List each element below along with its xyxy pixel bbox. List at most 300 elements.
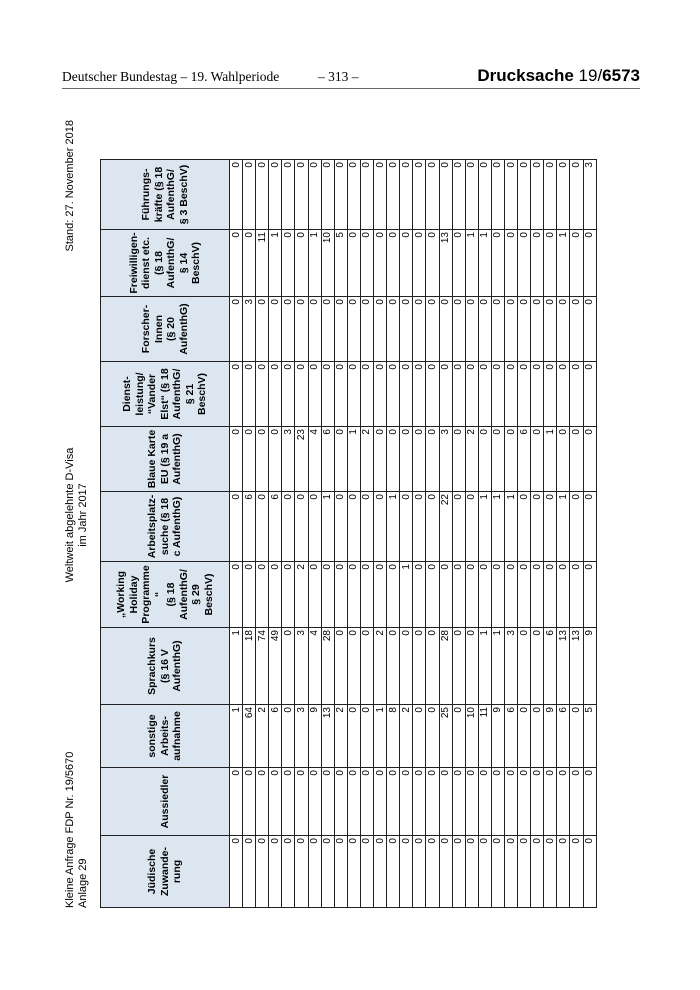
table-title bbox=[64, 400, 90, 630]
table-cell: 4 bbox=[308, 628, 321, 705]
table-row bbox=[360, 160, 373, 908]
table-cell: 1 bbox=[465, 230, 478, 297]
table-cell: 0 bbox=[400, 297, 413, 362]
column-header: Forscher- Innen (§ 20 AufenthG) bbox=[101, 297, 230, 362]
table-cell: 5 bbox=[334, 230, 347, 297]
table-cell: 9 bbox=[583, 628, 596, 705]
table-cell: 3 bbox=[295, 628, 308, 705]
table-cell: 0 bbox=[308, 362, 321, 427]
table-cell: 1 bbox=[269, 230, 282, 297]
table-cell: 0 bbox=[452, 836, 465, 908]
table-cell: 6 bbox=[269, 492, 282, 562]
table-cell: 1 bbox=[478, 628, 491, 705]
document-prefix: 19/ bbox=[578, 66, 603, 85]
table-cell: 0 bbox=[504, 362, 517, 427]
table-cell: 0 bbox=[269, 836, 282, 908]
table-cell: 0 bbox=[491, 160, 504, 230]
table-cell: 0 bbox=[478, 768, 491, 836]
table-cell: 0 bbox=[269, 160, 282, 230]
table-cell: 0 bbox=[360, 230, 373, 297]
table-cell: 0 bbox=[452, 562, 465, 628]
table-cell: 6 bbox=[544, 628, 557, 705]
page-header bbox=[62, 64, 640, 89]
table-cell: 0 bbox=[531, 362, 544, 427]
table-cell: 0 bbox=[413, 628, 426, 705]
table-cell: 3 bbox=[282, 427, 295, 492]
table-cell: 0 bbox=[544, 160, 557, 230]
table-cell: 3 bbox=[295, 705, 308, 768]
table-cell: 0 bbox=[518, 836, 531, 908]
table-cell: 0 bbox=[439, 836, 452, 908]
table-cell: 0 bbox=[269, 362, 282, 427]
table-cell: 2 bbox=[334, 705, 347, 768]
table-cell: 0 bbox=[269, 562, 282, 628]
table-cell: 3 bbox=[243, 297, 256, 362]
table-cell: 0 bbox=[570, 492, 583, 562]
table-cell: 0 bbox=[491, 427, 504, 492]
inquiry-reference bbox=[64, 752, 90, 908]
table-cell: 0 bbox=[557, 160, 570, 230]
table-cell: 0 bbox=[295, 297, 308, 362]
column-header: Dienst- leistung/ “Vander Elst“ (§ 18 AufenthG/ § 21 BeschV) bbox=[101, 362, 230, 427]
table-cell: 0 bbox=[374, 562, 387, 628]
table-cell: 13 bbox=[439, 230, 452, 297]
table-cell: 0 bbox=[544, 768, 557, 836]
table-cell: 0 bbox=[243, 562, 256, 628]
table-cell: 0 bbox=[269, 297, 282, 362]
table-cell: 1 bbox=[478, 492, 491, 562]
parliament-title: Deutscher Bundestag – 19. Wahlperiode bbox=[62, 69, 280, 84]
table-cell: 0 bbox=[400, 362, 413, 427]
table-cell: 13 bbox=[557, 628, 570, 705]
table-row bbox=[465, 160, 478, 908]
table-cell: 2 bbox=[465, 427, 478, 492]
table-cell: 1 bbox=[491, 492, 504, 562]
table-cell: 10 bbox=[465, 705, 478, 768]
table-cell: 0 bbox=[230, 768, 243, 836]
table-cell: 74 bbox=[256, 628, 269, 705]
table-cell: 6 bbox=[557, 705, 570, 768]
table-cell: 1 bbox=[308, 230, 321, 297]
table-cell: 0 bbox=[413, 362, 426, 427]
table-cell: 0 bbox=[413, 297, 426, 362]
table-row bbox=[321, 160, 334, 908]
table-cell: 0 bbox=[570, 362, 583, 427]
table-cell: 0 bbox=[230, 562, 243, 628]
table-cell: 0 bbox=[243, 427, 256, 492]
table-cell: 0 bbox=[334, 562, 347, 628]
table-cell: 0 bbox=[426, 160, 439, 230]
table-cell: 0 bbox=[347, 297, 360, 362]
table-cell: 1 bbox=[230, 628, 243, 705]
table-cell: 0 bbox=[544, 230, 557, 297]
table-cell: 6 bbox=[321, 427, 334, 492]
table-cell: 1 bbox=[321, 492, 334, 562]
table-cell: 3 bbox=[583, 160, 596, 230]
table-cell: 0 bbox=[413, 705, 426, 768]
table-cell: 9 bbox=[544, 705, 557, 768]
table-cell: 0 bbox=[426, 492, 439, 562]
table-cell: 0 bbox=[465, 628, 478, 705]
table-cell: 0 bbox=[426, 768, 439, 836]
column-header: Arbeitsplatz- suche (§ 18 c AufenthG) bbox=[101, 492, 230, 562]
table-cell: 0 bbox=[360, 562, 373, 628]
table-cell: 0 bbox=[321, 836, 334, 908]
table-cell: 0 bbox=[295, 160, 308, 230]
table-cell: 0 bbox=[557, 562, 570, 628]
table-cell: 0 bbox=[230, 836, 243, 908]
table-cell: 0 bbox=[295, 836, 308, 908]
table-cell: 1 bbox=[387, 492, 400, 562]
table-cell: 0 bbox=[347, 705, 360, 768]
table-cell: 1 bbox=[400, 562, 413, 628]
table-cell: 0 bbox=[308, 768, 321, 836]
table-cell: 2 bbox=[400, 705, 413, 768]
table-cell: 0 bbox=[256, 297, 269, 362]
table-cell: 0 bbox=[544, 492, 557, 562]
table-cell: 0 bbox=[347, 836, 360, 908]
table-cell: 0 bbox=[360, 492, 373, 562]
table-cell: 0 bbox=[256, 160, 269, 230]
table-cell: 0 bbox=[269, 768, 282, 836]
table-cell: 6 bbox=[269, 705, 282, 768]
table-cell: 2 bbox=[295, 562, 308, 628]
table-row bbox=[452, 160, 465, 908]
table-cell: 0 bbox=[452, 628, 465, 705]
table-header-row bbox=[101, 160, 230, 908]
table-cell: 0 bbox=[230, 297, 243, 362]
table-cell: 0 bbox=[491, 297, 504, 362]
table-cell: 9 bbox=[491, 705, 504, 768]
table-cell: 0 bbox=[518, 362, 531, 427]
table-cell: 0 bbox=[334, 768, 347, 836]
table-cell: 0 bbox=[439, 362, 452, 427]
table-cell: 0 bbox=[465, 492, 478, 562]
table-cell: 0 bbox=[321, 362, 334, 427]
table-row bbox=[230, 160, 243, 908]
document-number bbox=[477, 66, 640, 86]
table-cell: 1 bbox=[504, 492, 517, 562]
table-cell: 0 bbox=[308, 160, 321, 230]
table-cell: 64 bbox=[243, 705, 256, 768]
table-cell: 6 bbox=[243, 492, 256, 562]
table-cell: 0 bbox=[413, 836, 426, 908]
table-cell: 0 bbox=[478, 160, 491, 230]
table-cell: 0 bbox=[439, 160, 452, 230]
table-cell: 0 bbox=[570, 297, 583, 362]
table-cell: 0 bbox=[570, 836, 583, 908]
table-cell: 0 bbox=[334, 160, 347, 230]
table-cell: 5 bbox=[583, 705, 596, 768]
table-row bbox=[426, 160, 439, 908]
table-cell: 0 bbox=[256, 562, 269, 628]
table-cell: 0 bbox=[557, 297, 570, 362]
table-cell: 0 bbox=[426, 628, 439, 705]
table-cell: 0 bbox=[387, 836, 400, 908]
table-cell: 0 bbox=[518, 297, 531, 362]
table-row bbox=[518, 160, 531, 908]
table-cell: 0 bbox=[374, 297, 387, 362]
table-cell: 1 bbox=[557, 492, 570, 562]
table-cell: 0 bbox=[347, 362, 360, 427]
table-cell: 0 bbox=[282, 362, 295, 427]
table-cell: 0 bbox=[583, 427, 596, 492]
table-row bbox=[413, 160, 426, 908]
table-cell: 0 bbox=[400, 160, 413, 230]
table-cell: 0 bbox=[531, 297, 544, 362]
table-cell: 11 bbox=[478, 705, 491, 768]
table-cell: 0 bbox=[531, 836, 544, 908]
table-cell: 0 bbox=[334, 836, 347, 908]
table-cell: 23 bbox=[295, 427, 308, 492]
table-cell: 0 bbox=[347, 562, 360, 628]
table-cell: 0 bbox=[531, 427, 544, 492]
column-header: Freiwilligen- dienst etc. (§ 18 AufenthG/ § 14 BeschV) bbox=[101, 230, 230, 297]
table-cell: 0 bbox=[570, 230, 583, 297]
table-cell: 0 bbox=[518, 628, 531, 705]
table-row bbox=[583, 160, 596, 908]
table-cell: 0 bbox=[413, 160, 426, 230]
table-cell: 0 bbox=[282, 628, 295, 705]
table-cell: 2 bbox=[256, 705, 269, 768]
table-cell: 0 bbox=[256, 836, 269, 908]
table-cell: 0 bbox=[243, 160, 256, 230]
table-cell: 0 bbox=[374, 768, 387, 836]
table-cell: 4 bbox=[308, 427, 321, 492]
table-cell: 0 bbox=[491, 562, 504, 628]
column-header: Sprachkurs (§ 16 V AufenthG) bbox=[101, 628, 230, 705]
table-cell: 0 bbox=[531, 492, 544, 562]
table-cell: 0 bbox=[282, 836, 295, 908]
table-cell: 0 bbox=[334, 297, 347, 362]
table-cell: 0 bbox=[308, 492, 321, 562]
table-cell: 0 bbox=[387, 230, 400, 297]
table-cell: 6 bbox=[518, 427, 531, 492]
table-cell: 0 bbox=[583, 297, 596, 362]
table-cell: 0 bbox=[374, 492, 387, 562]
table-cell: 0 bbox=[557, 768, 570, 836]
table-cell: 1 bbox=[347, 427, 360, 492]
table-cell: 0 bbox=[544, 297, 557, 362]
table-title-line1: Weltweit abgelehnte D-Visa bbox=[64, 447, 76, 583]
table-cell: 0 bbox=[269, 427, 282, 492]
table-cell: 0 bbox=[360, 628, 373, 705]
table-cell: 0 bbox=[374, 427, 387, 492]
table-cell: 1 bbox=[557, 230, 570, 297]
table-cell: 0 bbox=[230, 230, 243, 297]
table-title-line2: im Jahr 2017 bbox=[77, 483, 89, 547]
table-cell: 0 bbox=[504, 836, 517, 908]
table-cell: 0 bbox=[256, 362, 269, 427]
table-cell: 0 bbox=[360, 705, 373, 768]
table-cell: 0 bbox=[387, 628, 400, 705]
table-cell: 0 bbox=[531, 705, 544, 768]
table-cell: 0 bbox=[518, 768, 531, 836]
table-cell: 0 bbox=[570, 768, 583, 836]
table-cell: 0 bbox=[387, 562, 400, 628]
table-cell: 0 bbox=[518, 492, 531, 562]
table-row bbox=[544, 160, 557, 908]
table-cell: 1 bbox=[374, 705, 387, 768]
table-cell: 1 bbox=[478, 230, 491, 297]
table-cell: 0 bbox=[400, 492, 413, 562]
table-cell: 49 bbox=[269, 628, 282, 705]
table-cell: 0 bbox=[334, 492, 347, 562]
table-cell: 0 bbox=[321, 562, 334, 628]
table-cell: 0 bbox=[439, 562, 452, 628]
table-row bbox=[282, 160, 295, 908]
table-cell: 0 bbox=[465, 297, 478, 362]
table-cell: 0 bbox=[334, 628, 347, 705]
table-cell: 0 bbox=[504, 768, 517, 836]
table-cell: 0 bbox=[583, 492, 596, 562]
table-cell: 0 bbox=[282, 562, 295, 628]
table-cell: 0 bbox=[452, 427, 465, 492]
table-cell: 0 bbox=[230, 160, 243, 230]
table-row bbox=[570, 160, 583, 908]
table-row bbox=[387, 160, 400, 908]
table-cell: 0 bbox=[243, 230, 256, 297]
table-cell: 0 bbox=[243, 768, 256, 836]
table-cell: 0 bbox=[347, 768, 360, 836]
table-cell: 0 bbox=[570, 562, 583, 628]
table-cell: 0 bbox=[504, 230, 517, 297]
table-cell: 13 bbox=[570, 628, 583, 705]
table-cell: 0 bbox=[374, 160, 387, 230]
table-cell: 0 bbox=[413, 562, 426, 628]
table-row bbox=[478, 160, 491, 908]
table-cell: 0 bbox=[504, 427, 517, 492]
table-cell: 0 bbox=[531, 160, 544, 230]
table-cell: 0 bbox=[452, 492, 465, 562]
table-cell: 0 bbox=[518, 705, 531, 768]
table-cell: 0 bbox=[465, 768, 478, 836]
table-cell: 0 bbox=[478, 562, 491, 628]
table-cell: 0 bbox=[570, 160, 583, 230]
table-cell: 0 bbox=[413, 427, 426, 492]
table-row bbox=[308, 160, 321, 908]
table-cell: 0 bbox=[557, 427, 570, 492]
table-cell: 0 bbox=[531, 230, 544, 297]
table-cell: 0 bbox=[413, 492, 426, 562]
table-cell: 0 bbox=[570, 705, 583, 768]
table-cell: 0 bbox=[583, 562, 596, 628]
column-header: Blaue Karte EU (§ 19 a AufenthG) bbox=[101, 427, 230, 492]
table-cell: 0 bbox=[374, 230, 387, 297]
table-cell: 0 bbox=[465, 562, 478, 628]
table-cell: 11 bbox=[256, 230, 269, 297]
table-row bbox=[374, 160, 387, 908]
table-cell: 0 bbox=[334, 362, 347, 427]
table-cell: 0 bbox=[230, 362, 243, 427]
table-cell: 1 bbox=[230, 705, 243, 768]
table-row bbox=[269, 160, 282, 908]
table-cell: 0 bbox=[360, 362, 373, 427]
table-cell: 2 bbox=[374, 628, 387, 705]
table-cell: 22 bbox=[439, 492, 452, 562]
table-cell: 0 bbox=[504, 160, 517, 230]
table-cell: 0 bbox=[491, 230, 504, 297]
table-cell: 0 bbox=[518, 562, 531, 628]
table-cell: 0 bbox=[544, 836, 557, 908]
table-cell: 25 bbox=[439, 705, 452, 768]
table-cell: 0 bbox=[426, 836, 439, 908]
table-row bbox=[243, 160, 256, 908]
table-cell: 0 bbox=[308, 562, 321, 628]
table-cell: 0 bbox=[531, 628, 544, 705]
table-cell: 0 bbox=[400, 836, 413, 908]
table-cell: 0 bbox=[518, 230, 531, 297]
page-number: – 313 – bbox=[318, 69, 359, 84]
column-header: Führungs- kräfte (§ 18 AufenthG/ § 3 BeschV) bbox=[101, 160, 230, 230]
document-label: Drucksache bbox=[477, 66, 574, 85]
table-cell: 0 bbox=[478, 836, 491, 908]
table-row bbox=[295, 160, 308, 908]
table-cell: 0 bbox=[282, 492, 295, 562]
table-cell: 0 bbox=[531, 768, 544, 836]
table-cell: 0 bbox=[426, 705, 439, 768]
table-cell: 0 bbox=[465, 160, 478, 230]
table-cell: 0 bbox=[308, 836, 321, 908]
table-cell: 0 bbox=[478, 362, 491, 427]
table-cell: 0 bbox=[295, 362, 308, 427]
table-cell: 28 bbox=[321, 628, 334, 705]
table-cell: 0 bbox=[452, 362, 465, 427]
table-cell: 0 bbox=[256, 768, 269, 836]
table-cell: 1 bbox=[544, 427, 557, 492]
table-row bbox=[491, 160, 504, 908]
table-row bbox=[504, 160, 517, 908]
table-cell: 8 bbox=[387, 705, 400, 768]
table-cell: 1 bbox=[491, 628, 504, 705]
table-cell: 0 bbox=[282, 705, 295, 768]
table-cell: 0 bbox=[334, 427, 347, 492]
table-cell: 0 bbox=[452, 297, 465, 362]
table-cell: 0 bbox=[583, 836, 596, 908]
table-cell: 0 bbox=[256, 492, 269, 562]
table-cell: 0 bbox=[321, 297, 334, 362]
column-header: Aussiedler bbox=[101, 768, 230, 836]
table-row bbox=[256, 160, 269, 908]
table-cell: 0 bbox=[426, 230, 439, 297]
table-cell: 0 bbox=[387, 768, 400, 836]
table-cell: 0 bbox=[426, 562, 439, 628]
table-cell: 0 bbox=[387, 160, 400, 230]
table-cell: 0 bbox=[282, 297, 295, 362]
table-row bbox=[531, 160, 544, 908]
table-row bbox=[334, 160, 347, 908]
table-cell: 0 bbox=[347, 230, 360, 297]
table-cell: 6 bbox=[504, 705, 517, 768]
table-cell: 0 bbox=[452, 230, 465, 297]
table-cell: 0 bbox=[387, 362, 400, 427]
table-cell: 18 bbox=[243, 628, 256, 705]
table-cell: 0 bbox=[360, 836, 373, 908]
table-cell: 0 bbox=[400, 230, 413, 297]
table-cell: 0 bbox=[570, 427, 583, 492]
table-cell: 0 bbox=[230, 427, 243, 492]
table-cell: 9 bbox=[308, 705, 321, 768]
table-row bbox=[439, 160, 452, 908]
table-cell: 0 bbox=[491, 362, 504, 427]
table-cell: 0 bbox=[387, 427, 400, 492]
table-cell: 0 bbox=[531, 562, 544, 628]
table-cell: 0 bbox=[452, 160, 465, 230]
table-cell: 10 bbox=[321, 230, 334, 297]
table-cell: 0 bbox=[256, 427, 269, 492]
table-cell: 0 bbox=[360, 160, 373, 230]
column-header: „Working Holiday Programme “ (§ 18 AufenthG/ § 29 BeschV) bbox=[101, 562, 230, 628]
